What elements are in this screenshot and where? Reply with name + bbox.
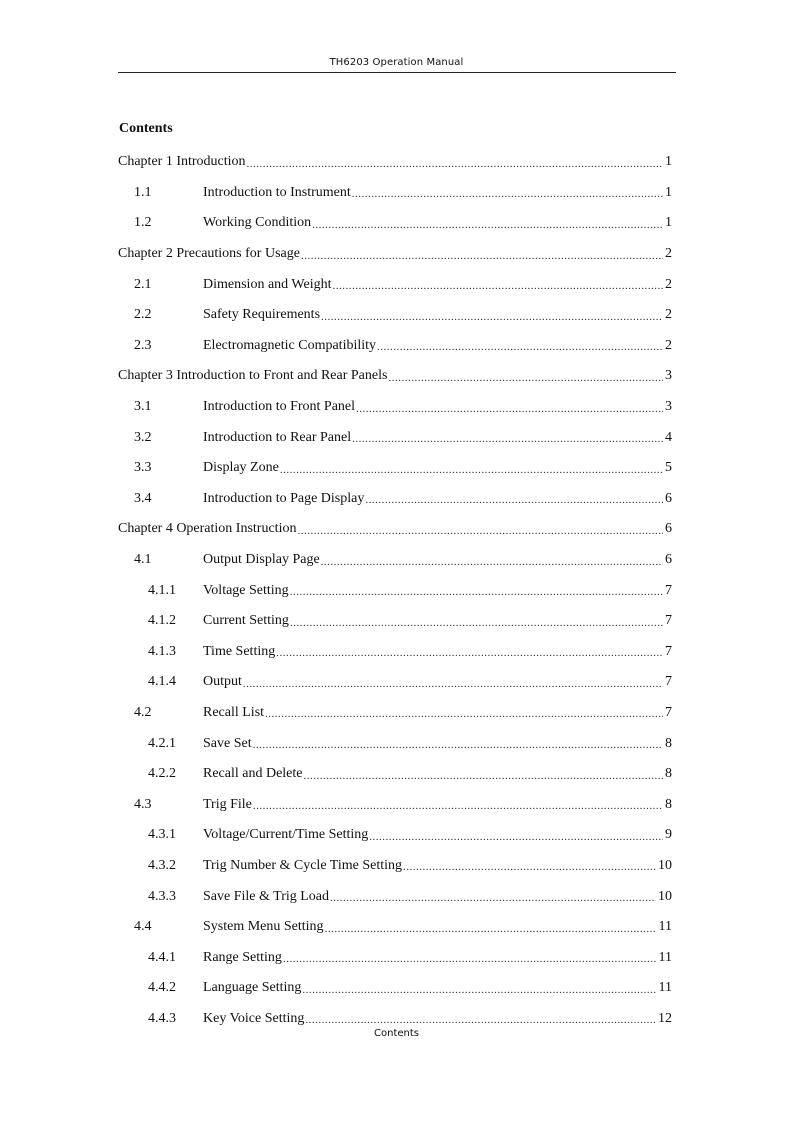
toc-dot-leader bbox=[243, 678, 663, 690]
toc-entry[interactable] bbox=[118, 973, 672, 1004]
toc-dot-leader bbox=[312, 219, 663, 231]
toc-entry-number: 1.2 bbox=[134, 215, 152, 231]
toc-entry[interactable] bbox=[118, 789, 672, 820]
toc-entry-number: 3.2 bbox=[134, 429, 152, 445]
toc-entry-number: 4.1 bbox=[134, 552, 152, 568]
toc-entry-title: Introduction to Page Display bbox=[203, 490, 365, 506]
toc-entry[interactable] bbox=[118, 422, 672, 453]
toc-dot-leader bbox=[352, 433, 663, 445]
toc-entry-page: 1 bbox=[665, 184, 672, 200]
toc-entry-number: 2.3 bbox=[134, 337, 152, 353]
toc-dot-leader bbox=[325, 923, 657, 935]
toc-heading: Contents bbox=[119, 121, 173, 136]
toc-dot-leader bbox=[377, 341, 663, 353]
toc-dot-leader bbox=[297, 525, 663, 537]
toc-entry-number: 4.1.4 bbox=[148, 674, 176, 690]
toc-dot-leader bbox=[321, 311, 663, 323]
toc-entry-title: Output Display Page bbox=[203, 552, 320, 568]
toc-entry-title: Save File & Trig Load bbox=[203, 888, 330, 904]
toc-entry-number: 4.3 bbox=[134, 796, 152, 812]
toc-entry-page: 2 bbox=[665, 307, 672, 323]
toc-dot-leader bbox=[247, 158, 663, 170]
toc-entry-page: 1 bbox=[665, 154, 672, 170]
toc-entry-title: Save Set bbox=[203, 735, 252, 751]
toc-entry[interactable] bbox=[118, 606, 672, 637]
toc-dot-leader bbox=[301, 250, 663, 262]
toc-entry-number: 4.1.3 bbox=[148, 643, 176, 659]
toc-entry-page: 4 bbox=[665, 429, 672, 445]
toc-entry-page: 11 bbox=[658, 949, 672, 965]
toc-entry[interactable] bbox=[118, 514, 672, 545]
toc-entry-title: Recall and Delete bbox=[203, 766, 303, 782]
toc-entry-page: 7 bbox=[665, 704, 672, 720]
toc-entry-title: Safety Requirements bbox=[203, 307, 321, 323]
toc-entry[interactable] bbox=[118, 545, 672, 576]
toc-entry-page: 6 bbox=[665, 552, 672, 568]
toc-entry[interactable] bbox=[118, 667, 672, 698]
toc-entry-title: Time Setting bbox=[203, 643, 276, 659]
toc-dot-leader bbox=[304, 770, 663, 782]
toc-dot-leader bbox=[290, 617, 663, 629]
toc-dot-leader bbox=[356, 403, 663, 415]
toc-entry[interactable] bbox=[118, 361, 672, 392]
toc-entry-title: Voltage/Current/Time Setting bbox=[203, 827, 369, 843]
toc-entry-number: 4.1.1 bbox=[148, 582, 176, 598]
toc-entry-title: Introduction to Rear Panel bbox=[203, 429, 352, 445]
toc-entry-page: 7 bbox=[665, 643, 672, 659]
toc-entry-page: 9 bbox=[665, 827, 672, 843]
toc-entry-title: Output bbox=[203, 674, 242, 690]
toc-entry[interactable] bbox=[118, 208, 672, 239]
toc-entry-page: 8 bbox=[665, 766, 672, 782]
toc-entry-page: 10 bbox=[658, 857, 672, 873]
toc-entry-page: 7 bbox=[665, 613, 672, 629]
toc-dot-leader bbox=[253, 739, 663, 751]
toc-entry-page: 2 bbox=[665, 276, 672, 292]
toc-entry-page: 7 bbox=[665, 674, 672, 690]
toc-entry-title: Trig Number & Cycle Time Setting bbox=[203, 857, 403, 873]
document-title: TH6203 Operation Manual bbox=[329, 57, 464, 68]
toc-entry-number: 4.4.3 bbox=[148, 1010, 176, 1026]
toc-entry-title: Chapter 2 Precautions for Usage bbox=[118, 246, 300, 262]
toc-dot-leader bbox=[283, 953, 657, 965]
toc-entry-number: 3.3 bbox=[134, 460, 152, 476]
toc-entry-page: 5 bbox=[665, 460, 672, 476]
toc-entry[interactable] bbox=[118, 851, 672, 882]
header-divider bbox=[118, 72, 676, 73]
toc-entry[interactable] bbox=[118, 912, 672, 943]
toc-entry-number: 4.4 bbox=[134, 919, 152, 935]
toc-dot-leader bbox=[265, 708, 663, 720]
toc-entry-title: Introduction to Front Panel bbox=[203, 399, 356, 415]
toc-entry[interactable] bbox=[118, 759, 672, 790]
toc-entry-title: Display Zone bbox=[203, 460, 279, 476]
toc-entry-page: 3 bbox=[665, 368, 672, 384]
toc-entry[interactable] bbox=[118, 942, 672, 973]
toc-dot-leader bbox=[276, 647, 663, 659]
toc-entry-title: Introduction to Instrument bbox=[203, 184, 351, 200]
toc-entry[interactable] bbox=[118, 484, 672, 515]
toc-entry-page: 8 bbox=[665, 735, 672, 751]
toc-entry-number: 4.3.1 bbox=[148, 827, 176, 843]
toc-entry-number: 4.3.3 bbox=[148, 888, 176, 904]
toc-entry-number: 4.2.2 bbox=[148, 766, 176, 782]
toc-entry-title: Chapter 1 Introduction bbox=[118, 154, 246, 170]
toc-entry-title: Chapter 4 Operation Instruction bbox=[118, 521, 297, 537]
toc-entry-page: 12 bbox=[658, 1010, 672, 1026]
toc-dot-leader bbox=[305, 1014, 656, 1026]
toc-entry[interactable] bbox=[118, 300, 672, 331]
toc-entry-page: 1 bbox=[665, 215, 672, 231]
toc-entry[interactable] bbox=[118, 637, 672, 668]
toc-entry-number: 3.4 bbox=[134, 490, 152, 506]
toc-dot-leader bbox=[280, 464, 663, 476]
toc-entry[interactable] bbox=[118, 453, 672, 484]
toc-dot-leader bbox=[365, 494, 663, 506]
toc-entry-page: 2 bbox=[665, 246, 672, 262]
toc-dot-leader bbox=[403, 861, 656, 873]
toc-entry-number: 1.1 bbox=[134, 184, 152, 200]
toc-entry-number: 2.1 bbox=[134, 276, 152, 292]
toc-entry[interactable] bbox=[118, 698, 672, 729]
toc-entry-page: 10 bbox=[658, 888, 672, 904]
toc-entry[interactable] bbox=[118, 728, 672, 759]
toc-dot-leader bbox=[321, 556, 663, 568]
toc-entry-title: Current Setting bbox=[203, 613, 289, 629]
toc-entry[interactable] bbox=[118, 239, 672, 270]
toc-entry[interactable] bbox=[118, 392, 672, 423]
page-footer: Contents bbox=[374, 1028, 419, 1039]
toc-entry-title: Electromagnetic Compatibility bbox=[203, 337, 377, 353]
toc-entry-number: 3.1 bbox=[134, 399, 152, 415]
toc-entry-number: 4.3.2 bbox=[148, 857, 176, 873]
toc-entry-title: Voltage Setting bbox=[203, 582, 289, 598]
toc-entry-page: 3 bbox=[665, 399, 672, 415]
toc-entry-title: Dimension and Weight bbox=[203, 276, 332, 292]
toc-entry[interactable] bbox=[118, 575, 672, 606]
toc-entry-page: 11 bbox=[658, 980, 672, 996]
toc-entry[interactable] bbox=[118, 178, 672, 209]
toc-entry-title: Key Voice Setting bbox=[203, 1010, 305, 1026]
toc-dot-leader bbox=[302, 984, 656, 996]
toc-entry-number: 4.1.2 bbox=[148, 613, 176, 629]
toc-entry-page: 8 bbox=[665, 796, 672, 812]
toc-entry-page: 11 bbox=[658, 919, 672, 935]
toc-entry-page: 2 bbox=[665, 337, 672, 353]
toc-entry-page: 6 bbox=[665, 490, 672, 506]
toc-entry-number: 4.4.2 bbox=[148, 980, 176, 996]
toc-entry-title: Range Setting bbox=[203, 949, 282, 965]
toc-dot-leader bbox=[253, 800, 663, 812]
toc-entry-page: 7 bbox=[665, 582, 672, 598]
toc-entry[interactable] bbox=[118, 147, 672, 178]
toc-entry-title: Chapter 3 Introduction to Front and Rear Panels bbox=[118, 368, 388, 384]
toc-dot-leader bbox=[352, 188, 663, 200]
toc-dot-leader bbox=[388, 372, 663, 384]
toc-entry-number: 4.4.1 bbox=[148, 949, 176, 965]
toc-entry-page: 6 bbox=[665, 521, 672, 537]
toc-dot-leader bbox=[330, 892, 656, 904]
toc-entry-title: Recall List bbox=[203, 704, 265, 720]
toc-entry-title: Working Condition bbox=[203, 215, 312, 231]
toc-dot-leader bbox=[369, 831, 663, 843]
toc-dot-leader bbox=[333, 280, 664, 292]
toc-entry-title: System Menu Setting bbox=[203, 919, 324, 935]
toc-entry[interactable] bbox=[118, 269, 672, 300]
toc-dot-leader bbox=[290, 586, 663, 598]
toc-entry-title: Trig File bbox=[203, 796, 252, 812]
toc-entry-title: Language Setting bbox=[203, 980, 302, 996]
toc-entry-number: 4.2 bbox=[134, 704, 152, 720]
toc-entry[interactable] bbox=[118, 331, 672, 362]
table-of-contents bbox=[118, 147, 672, 1034]
toc-entry-number: 4.2.1 bbox=[148, 735, 176, 751]
toc-entry-number: 2.2 bbox=[134, 307, 152, 323]
toc-entry[interactable] bbox=[118, 820, 672, 851]
toc-entry[interactable] bbox=[118, 881, 672, 912]
